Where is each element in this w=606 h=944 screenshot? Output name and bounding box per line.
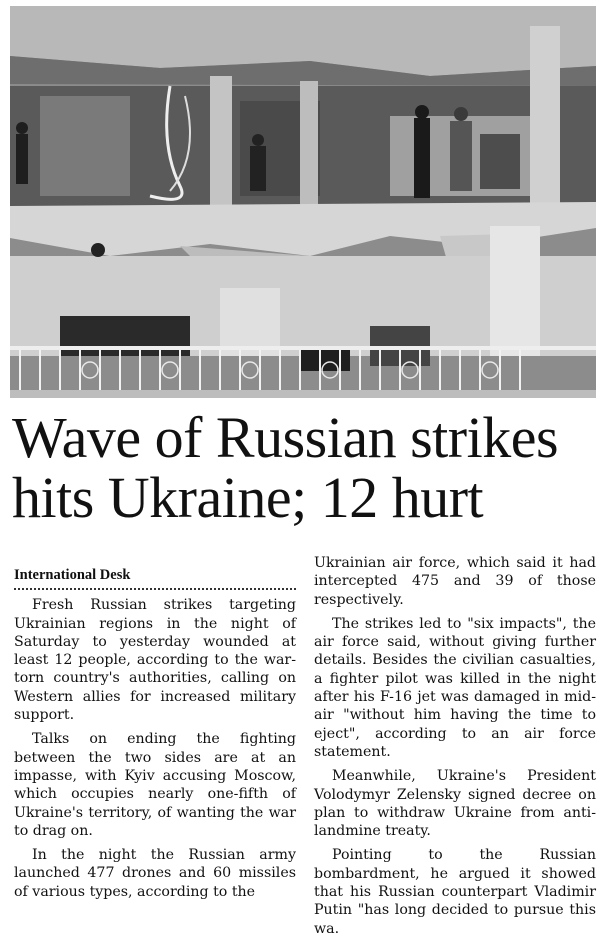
news-photo [10, 6, 596, 398]
paragraph: Talks on ending the fighting between the two sides are at an impasse, with Kyiv accusing Moscow, which occupies nearly one-fifth of Ukraine's territory, of wanting the war to drag on. [14, 731, 296, 839]
article-headline [12, 405, 596, 530]
paragraph: In the night the Russian army launched 477 drones and 60 missiles of various types, according to the [14, 847, 296, 900]
paragraph: Pointing to the Russian bombardment, he argued it showed that his Russian counterpart Vladimir Putin "has long decided to pursue this wa. [314, 847, 596, 937]
damaged-building-image [10, 6, 596, 398]
paragraph: The strikes led to "six impacts", the air force said, without giving further details. Besides the civilian casualties, a fighter pilot was killed in the night after his F-16 jet was damaged in mid-air "without him having the time to eject", according to an air force statement. [314, 615, 596, 760]
byline: International Desk [14, 566, 296, 590]
article-column-left [14, 554, 296, 907]
paragraph: Ukrainian air force, which said it had intercepted 475 and 39 of those respectively. [314, 555, 596, 608]
article-column-right [314, 554, 596, 944]
paragraph: Meanwhile, Ukraine's President Volodymyr Zelensky signed decree on plan to withdraw Ukraine from anti-landmine treaty. [314, 768, 596, 840]
headline-line-2: hits Ukraine; 12 hurt [12, 465, 484, 530]
paragraph: Fresh Russian strikes targeting Ukrainian regions in the night of Saturday to yesterday wounded at least 12 people, according to the war-torn country's authorities, calling on Western allies for increased military support. [14, 597, 296, 724]
headline-line-1: Wave of Russian strikes [12, 405, 559, 470]
